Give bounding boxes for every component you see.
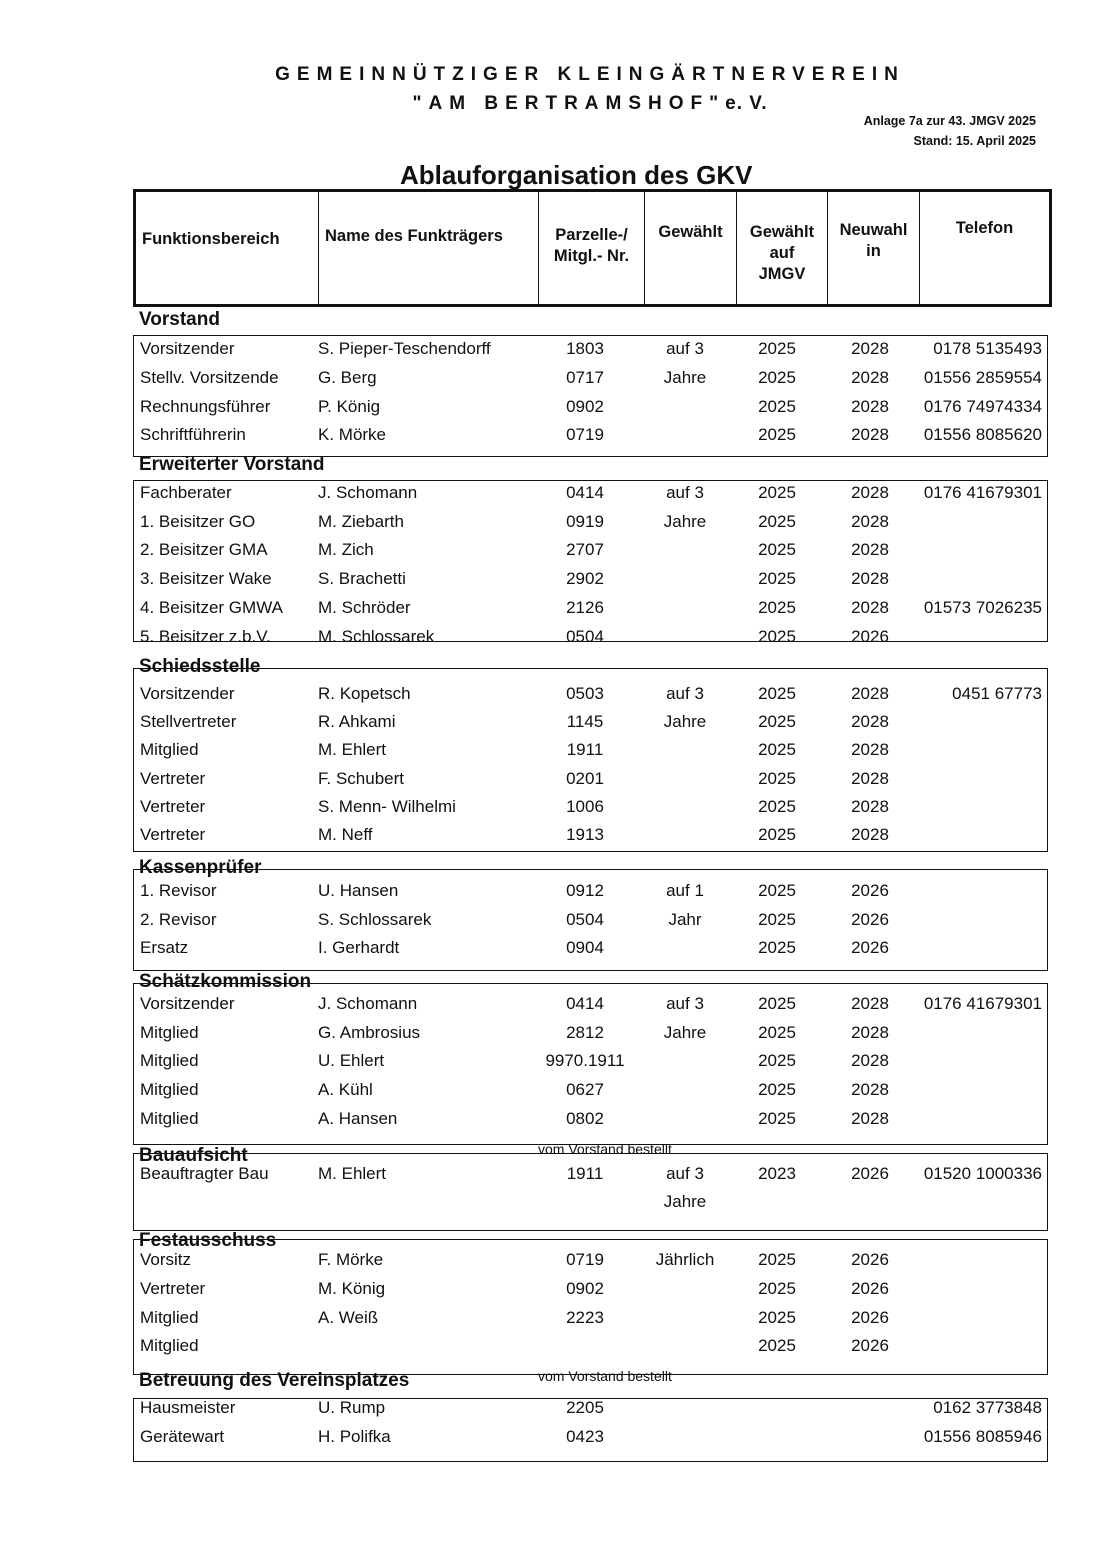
section-title: Kassenprüfer [139, 857, 262, 878]
cell-gewaehlt: Jährlich [655, 1250, 715, 1269]
cell-name: S. Brachetti [318, 569, 406, 588]
col-gewaehlt: Gewählt [644, 192, 736, 304]
cell-parzelle: 0719 [566, 425, 604, 444]
cell-gewaehlt-jmgv: 2025 [758, 684, 796, 703]
org-name-line2 [0, 93, 1110, 115]
cell-parzelle: 0503 [566, 684, 604, 703]
col-parzelle-line2: Mitgl.- Nr. [553, 247, 630, 265]
cell-parzelle: 0719 [566, 1250, 604, 1269]
cell-funktion: Vertreter [140, 825, 206, 844]
cell-funktion: 1. Revisor [140, 881, 217, 900]
cell-name: U. Rump [318, 1398, 386, 1417]
cell-neuwahl: 2028 [851, 994, 889, 1013]
cell-parzelle: 0912 [566, 881, 604, 900]
cell-name: M. Schröder [318, 598, 411, 617]
cell-parzelle: 1911 [566, 740, 604, 759]
cell-funktion: Mitglied [140, 1051, 199, 1070]
cell-neuwahl: 2028 [851, 1109, 889, 1128]
cell-gewaehlt-jmgv: 2025 [758, 483, 796, 502]
page-title: Ablauforganisation des GKV [400, 160, 753, 190]
cell-gewaehlt: Jahr [668, 910, 702, 929]
cell-telefon: 01573 7026235 [923, 598, 1042, 617]
cell-name: A. Hansen [318, 1109, 398, 1128]
cell-funktion: Fachberater [140, 483, 232, 502]
org-name-quoted: "AM BERTRAMSHOF" [412, 93, 726, 114]
section-title: Schiedsstelle [139, 656, 261, 677]
cell-gewaehlt-jmgv: 2025 [758, 1051, 796, 1070]
cell-funktion: Vorsitzender [140, 684, 235, 703]
cell-parzelle: 0802 [566, 1109, 604, 1128]
cell-neuwahl: 2028 [851, 569, 889, 588]
cell-parzelle: 0504 [566, 627, 604, 646]
cell-name: I. Gerhardt [318, 938, 400, 957]
col-neuwahl-line2: in [866, 242, 881, 260]
org-name-line1: GEMEINNÜTZIGER KLEINGÄRTNERVEREIN [275, 64, 905, 85]
cell-gewaehlt-jmgv: 2025 [758, 1080, 796, 1099]
cell-neuwahl: 2028 [851, 1080, 889, 1099]
cell-neuwahl: 2026 [851, 1336, 889, 1355]
cell-telefon: 0162 3773848 [933, 1398, 1042, 1417]
cell-parzelle: 1911 [566, 1164, 604, 1183]
table-header [133, 189, 1052, 307]
cell-parzelle: 0627 [566, 1080, 604, 1099]
col-jmgv-line2: auf [769, 244, 795, 262]
cell-funktion: Mitglied [140, 1109, 199, 1128]
cell-gewaehlt-jmgv: 2025 [758, 339, 796, 358]
cell-parzelle: 2707 [566, 540, 604, 559]
cell-name: M. König [318, 1279, 386, 1298]
cell-name: A. Kühl [318, 1080, 373, 1099]
cell-gewaehlt-jmgv: 2025 [758, 769, 796, 788]
col-neuwahl-line1: Neuwahl [839, 221, 908, 239]
cell-parzelle: 0902 [566, 1279, 604, 1298]
section-title: Festausschuss [139, 1230, 277, 1251]
cell-funktion: 3. Beisitzer Wake [140, 569, 272, 588]
cell-neuwahl: 2028 [851, 483, 889, 502]
cell-gewaehlt-jmgv: 2025 [758, 1308, 796, 1327]
cell-telefon: 01556 8085946 [923, 1427, 1042, 1446]
cell-neuwahl: 2028 [851, 825, 889, 844]
cell-funktion: Mitglied [140, 740, 199, 759]
cell-parzelle: 9970.1911 [545, 1051, 625, 1070]
cell-parzelle: 0423 [566, 1427, 604, 1446]
cell-telefon: 01556 8085620 [923, 425, 1042, 444]
section-title: Vorstand [139, 309, 220, 330]
cell-funktion: 2. Revisor [140, 910, 217, 929]
cell-parzelle: 0904 [566, 938, 604, 957]
cell-neuwahl: 2026 [851, 938, 889, 957]
cell-funktion: Vertreter [140, 797, 206, 816]
cell-name: A. Weiß [318, 1308, 379, 1327]
cell-funktion: Vertreter [140, 769, 206, 788]
section-title: Schätzkommission [139, 971, 312, 992]
cell-neuwahl: 2028 [851, 368, 889, 387]
cell-name: F. Mörke [318, 1250, 384, 1269]
cell-parzelle: 0717 [566, 368, 604, 387]
cell-neuwahl: 2028 [851, 540, 889, 559]
annex-label: Anlage 7a zur 43. JMGV 2025 [863, 114, 1036, 128]
cell-name: J. Schomann [318, 994, 418, 1013]
cell-name: M. Ehlert [318, 1164, 387, 1183]
cell-parzelle: 2223 [566, 1308, 604, 1327]
cell-parzelle: 1803 [566, 339, 604, 358]
cell-neuwahl: 2028 [851, 512, 889, 531]
cell-telefon: 01520 1000336 [923, 1164, 1042, 1183]
cell-funktion: Mitglied [140, 1023, 199, 1042]
cell-funktion: 2. Beisitzer GMA [140, 540, 268, 559]
cell-neuwahl: 2026 [851, 1164, 889, 1183]
cell-gewaehlt: Jahre [663, 712, 707, 731]
cell-gewaehlt: auf 3 [666, 684, 704, 703]
cell-neuwahl: 2028 [851, 712, 889, 731]
cell-funktion: 4. Beisitzer GMWA [140, 598, 283, 617]
cell-neuwahl: 2028 [851, 598, 889, 617]
cell-gewaehlt: Jahre [663, 512, 707, 531]
cell-name: R. Kopetsch [318, 684, 411, 703]
cell-name: S. Menn- Wilhelmi [318, 797, 456, 816]
cell-parzelle: 2902 [566, 569, 604, 588]
cell-gewaehlt-jmgv: 2025 [758, 994, 796, 1013]
cell-funktion: Hausmeister [140, 1398, 236, 1417]
cell-parzelle: 2812 [566, 1023, 604, 1042]
cell-parzelle: 0414 [566, 994, 604, 1013]
cell-funktion: Beauftragter Bau [140, 1164, 269, 1183]
cell-funktion: Vorsitzender [140, 994, 235, 1013]
cell-gewaehlt-jmgv: 2025 [758, 1109, 796, 1128]
cell-gewaehlt: Jahre [663, 1192, 707, 1211]
cell-neuwahl: 2028 [851, 684, 889, 703]
cell-neuwahl: 2026 [851, 881, 889, 900]
cell-name: M. Neff [318, 825, 373, 844]
cell-parzelle: 1145 [566, 712, 604, 731]
cell-name: K. Mörke [318, 425, 387, 444]
cell-neuwahl: 2026 [851, 910, 889, 929]
cell-gewaehlt: auf 3 [666, 1164, 704, 1183]
cell-telefon: 0178 5135493 [933, 339, 1042, 358]
cell-gewaehlt: auf 3 [666, 339, 704, 358]
cell-telefon: 0176 74974334 [923, 397, 1042, 416]
cell-funktion: Stellvertreter [140, 712, 237, 731]
cell-gewaehlt-jmgv: 2025 [758, 598, 796, 617]
org-suffix: e. V. [725, 93, 768, 114]
cell-funktion: Ersatz [140, 938, 189, 957]
cell-gewaehlt: Jahre [663, 368, 707, 387]
cell-neuwahl: 2028 [851, 1051, 889, 1070]
cell-parzelle: 0414 [566, 483, 604, 502]
cell-funktion: Mitglied [140, 1080, 199, 1099]
cell-gewaehlt: auf 3 [666, 994, 704, 1013]
col-jmgv [736, 192, 827, 304]
cell-funktion: Schriftführerin [140, 425, 246, 444]
cell-neuwahl: 2028 [851, 397, 889, 416]
cell-gewaehlt-jmgv: 2025 [758, 569, 796, 588]
cell-name: J. Schomann [318, 483, 418, 502]
col-parzelle [538, 192, 644, 304]
cell-parzelle: 2205 [566, 1398, 604, 1417]
cell-name: G. Ambrosius [318, 1023, 421, 1042]
cell-gewaehlt-jmgv: 2025 [758, 910, 796, 929]
cell-funktion: Vorsitzender [140, 339, 235, 358]
cell-name: R. Ahkami [318, 712, 396, 731]
col-telefon: Telefon [919, 192, 1049, 304]
cell-gewaehlt-jmgv: 2025 [758, 740, 796, 759]
cell-telefon: 0176 41679301 [923, 483, 1042, 502]
cell-gewaehlt-jmgv: 2025 [758, 540, 796, 559]
cell-name: M. Ziebarth [318, 512, 404, 531]
cell-name: M. Schlossarek [318, 627, 435, 646]
cell-funktion: Mitglied [140, 1336, 199, 1355]
cell-parzelle: 2126 [566, 598, 604, 617]
cell-gewaehlt: auf 1 [666, 881, 704, 900]
cell-gewaehlt-jmgv: 2025 [758, 881, 796, 900]
cell-name: U. Ehlert [318, 1051, 385, 1070]
cell-neuwahl: 2028 [851, 425, 889, 444]
cell-telefon: 01556 2859554 [923, 368, 1042, 387]
section-title: Erweiterter Vorstand [139, 454, 325, 475]
cell-name: F. Schubert [318, 769, 404, 788]
cell-gewaehlt-jmgv: 2025 [758, 938, 796, 957]
cell-funktion: Gerätewart [140, 1427, 225, 1446]
cell-gewaehlt-jmgv: 2025 [758, 512, 796, 531]
cell-parzelle: 0902 [566, 397, 604, 416]
cell-parzelle: 1006 [566, 797, 604, 816]
cell-parzelle: 0201 [566, 769, 604, 788]
cell-funktion: Mitglied [140, 1308, 199, 1327]
cell-gewaehlt-jmgv: 2023 [758, 1164, 796, 1183]
cell-neuwahl: 2026 [851, 627, 889, 646]
cell-gewaehlt-jmgv: 2025 [758, 825, 796, 844]
cell-telefon: 0176 41679301 [923, 994, 1042, 1013]
cell-neuwahl: 2028 [851, 769, 889, 788]
cell-neuwahl: 2026 [851, 1308, 889, 1327]
cell-neuwahl: 2028 [851, 1023, 889, 1042]
cell-gewaehlt-jmgv: 2025 [758, 397, 796, 416]
cell-name: G. Berg [318, 368, 377, 387]
cell-name: S. Schlossarek [318, 910, 432, 929]
cell-funktion: 5. Beisitzer z.b.V. [140, 627, 271, 646]
cell-neuwahl: 2026 [851, 1250, 889, 1269]
cell-gewaehlt-jmgv: 2025 [758, 1250, 796, 1269]
cell-gewaehlt-jmgv: 2025 [758, 1279, 796, 1298]
cell-gewaehlt: auf 3 [666, 483, 704, 502]
cell-neuwahl: 2028 [851, 339, 889, 358]
cell-gewaehlt-jmgv: 2025 [758, 797, 796, 816]
cell-gewaehlt-jmgv: 2025 [758, 627, 796, 646]
section-title: Bauaufsicht [139, 1145, 248, 1166]
cell-name: M. Ehlert [318, 740, 387, 759]
cell-funktion: Stellv. Vorsitzende [140, 368, 279, 387]
stand-date: Stand: 15. April 2025 [913, 134, 1036, 148]
cell-gewaehlt-jmgv: 2025 [758, 1023, 796, 1042]
cell-name: S. Pieper-Teschendorff [318, 339, 491, 358]
cell-name: U. Hansen [318, 881, 399, 900]
section-title: Betreuung des Vereinsplatzes [139, 1370, 410, 1391]
col-jmgv-line1: Gewählt [749, 223, 815, 241]
cell-funktion: Vertreter [140, 1279, 206, 1298]
col-parzelle-line1: Parzelle-/ [555, 226, 628, 244]
cell-neuwahl: 2028 [851, 740, 889, 759]
col-name: Name des Funkträgers [318, 192, 538, 304]
cell-gewaehlt-jmgv: 2025 [758, 712, 796, 731]
cell-parzelle: 0919 [566, 512, 604, 531]
cell-neuwahl: 2026 [851, 1279, 889, 1298]
cell-gewaehlt: Jahre [663, 1023, 707, 1042]
section-note: vom Vorstand bestellt [538, 1368, 672, 1384]
cell-gewaehlt-jmgv: 2025 [758, 368, 796, 387]
cell-gewaehlt-jmgv: 2025 [758, 425, 796, 444]
cell-funktion: 1. Beisitzer GO [140, 512, 256, 531]
cell-neuwahl: 2028 [851, 797, 889, 816]
cell-funktion: Rechnungsführer [140, 397, 271, 416]
cell-name: M. Zich [318, 540, 374, 559]
cell-funktion: Vorsitz [140, 1250, 192, 1269]
col-funktion: Funktionsbereich [142, 230, 280, 248]
cell-gewaehlt-jmgv: 2025 [758, 1336, 796, 1355]
col-jmgv-line3: JMGV [758, 265, 806, 283]
section-note: vom Vorstand bestellt [538, 1141, 672, 1157]
cell-parzelle: 0504 [566, 910, 604, 929]
cell-parzelle: 1913 [566, 825, 604, 844]
cell-name: P. König [318, 397, 381, 416]
cell-telefon: 0451 67773 [952, 684, 1042, 703]
col-neuwahl [827, 192, 919, 304]
cell-name: H. Polifka [318, 1427, 391, 1446]
